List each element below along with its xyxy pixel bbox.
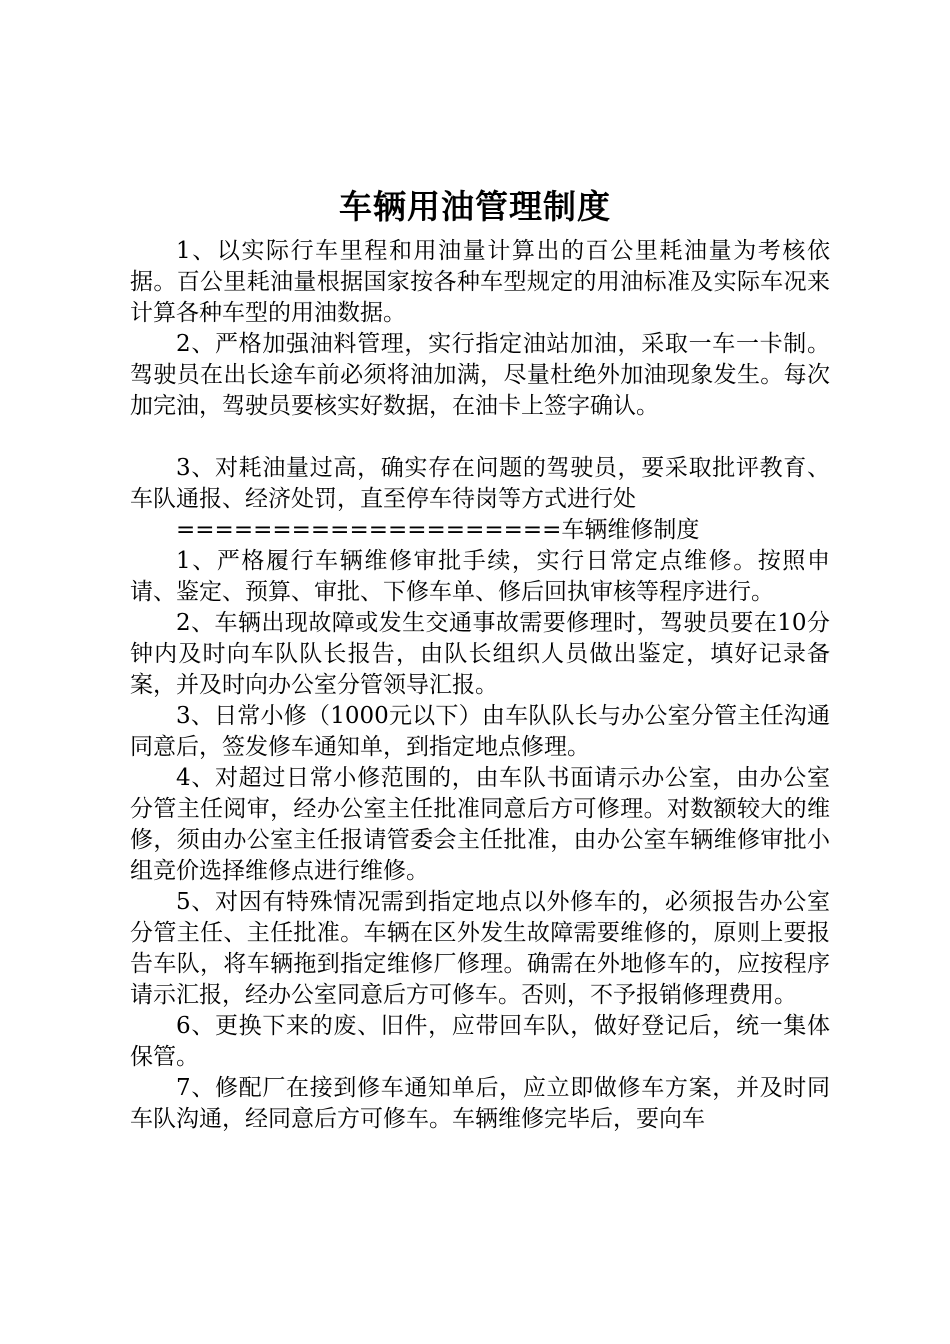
repair-paragraph-3: 3、日常小修（1000元以下）由车队队长与办公室分管主任沟通同意后，签发修车通知单，到指定地点修理。 <box>130 703 830 760</box>
repair-paragraph-2: 2、车辆出现故障或发生交通事故需要修理时，驾驶员要在10分钟内及时向车队队长报告，由队长组织人员做出鉴定，填好记录备案，并及时向办公室分管领导汇报。 <box>130 610 830 698</box>
document-body <box>130 236 830 1135</box>
repair-paragraph-1: 1、严格履行车辆维修审批手续，实行日常定点维修。按照申请、鉴定、预算、审批、下修车单、修后回执审核等程序进行。 <box>130 548 830 605</box>
fuel-paragraph-1: 1、以实际行车里程和用油量计算出的百公里耗油量为考核依据。百公里耗油量根据国家按各种车型规定的用油标准及实际车况来计算各种车型的用油数据。 <box>130 238 830 326</box>
paragraph-gap <box>130 422 830 453</box>
section-divider-heading: ====================车辆维修制度 <box>176 517 700 543</box>
document-title: 车辆用油管理制度 <box>339 187 611 226</box>
repair-paragraph-6: 6、更换下来的废、旧件，应带回车队，做好登记后，统一集体保管。 <box>130 1013 830 1070</box>
repair-paragraph-5: 5、对因有特殊情况需到指定地点以外修车的，必须报告办公室分管主任、主任批准。车辆在区外发生故障需要维修的，原则上要报告车队，将车辆拖到指定维修厂修理。确需在外地修车的，应按程序请示汇报，经办公室同意后方可修车。否则，不予报销修理费用。 <box>130 889 830 1008</box>
fuel-paragraph-3: 3、对耗油量过高，确实存在问题的驾驶员，要采取批评教育、车队通报、经济处罚，直至停车待岗等方式进行处 <box>130 455 830 512</box>
fuel-paragraph-2: 2、严格加强油料管理，实行指定油站加油，采取一车一卡制。驾驶员在出长途车前必须将油加满，尽量杜绝外加油现象发生。每次加完油，驾驶员要核实好数据，在油卡上签字确认。 <box>130 331 830 419</box>
repair-paragraph-7: 7、修配厂在接到修车通知单后，应立即做修车方案，并及时同车队沟通，经同意后方可修车。车辆维修完毕后，要向车 <box>130 1075 830 1132</box>
repair-paragraph-4: 4、对超过日常小修范围的，由车队书面请示办公室，由办公室分管主任阅审，经办公室主任批准同意后方可修理。对数额较大的维修，须由办公室主任报请管委会主任批准，由办公室车辆维修审批小组竞价选择维修点进行维修。 <box>130 765 830 884</box>
